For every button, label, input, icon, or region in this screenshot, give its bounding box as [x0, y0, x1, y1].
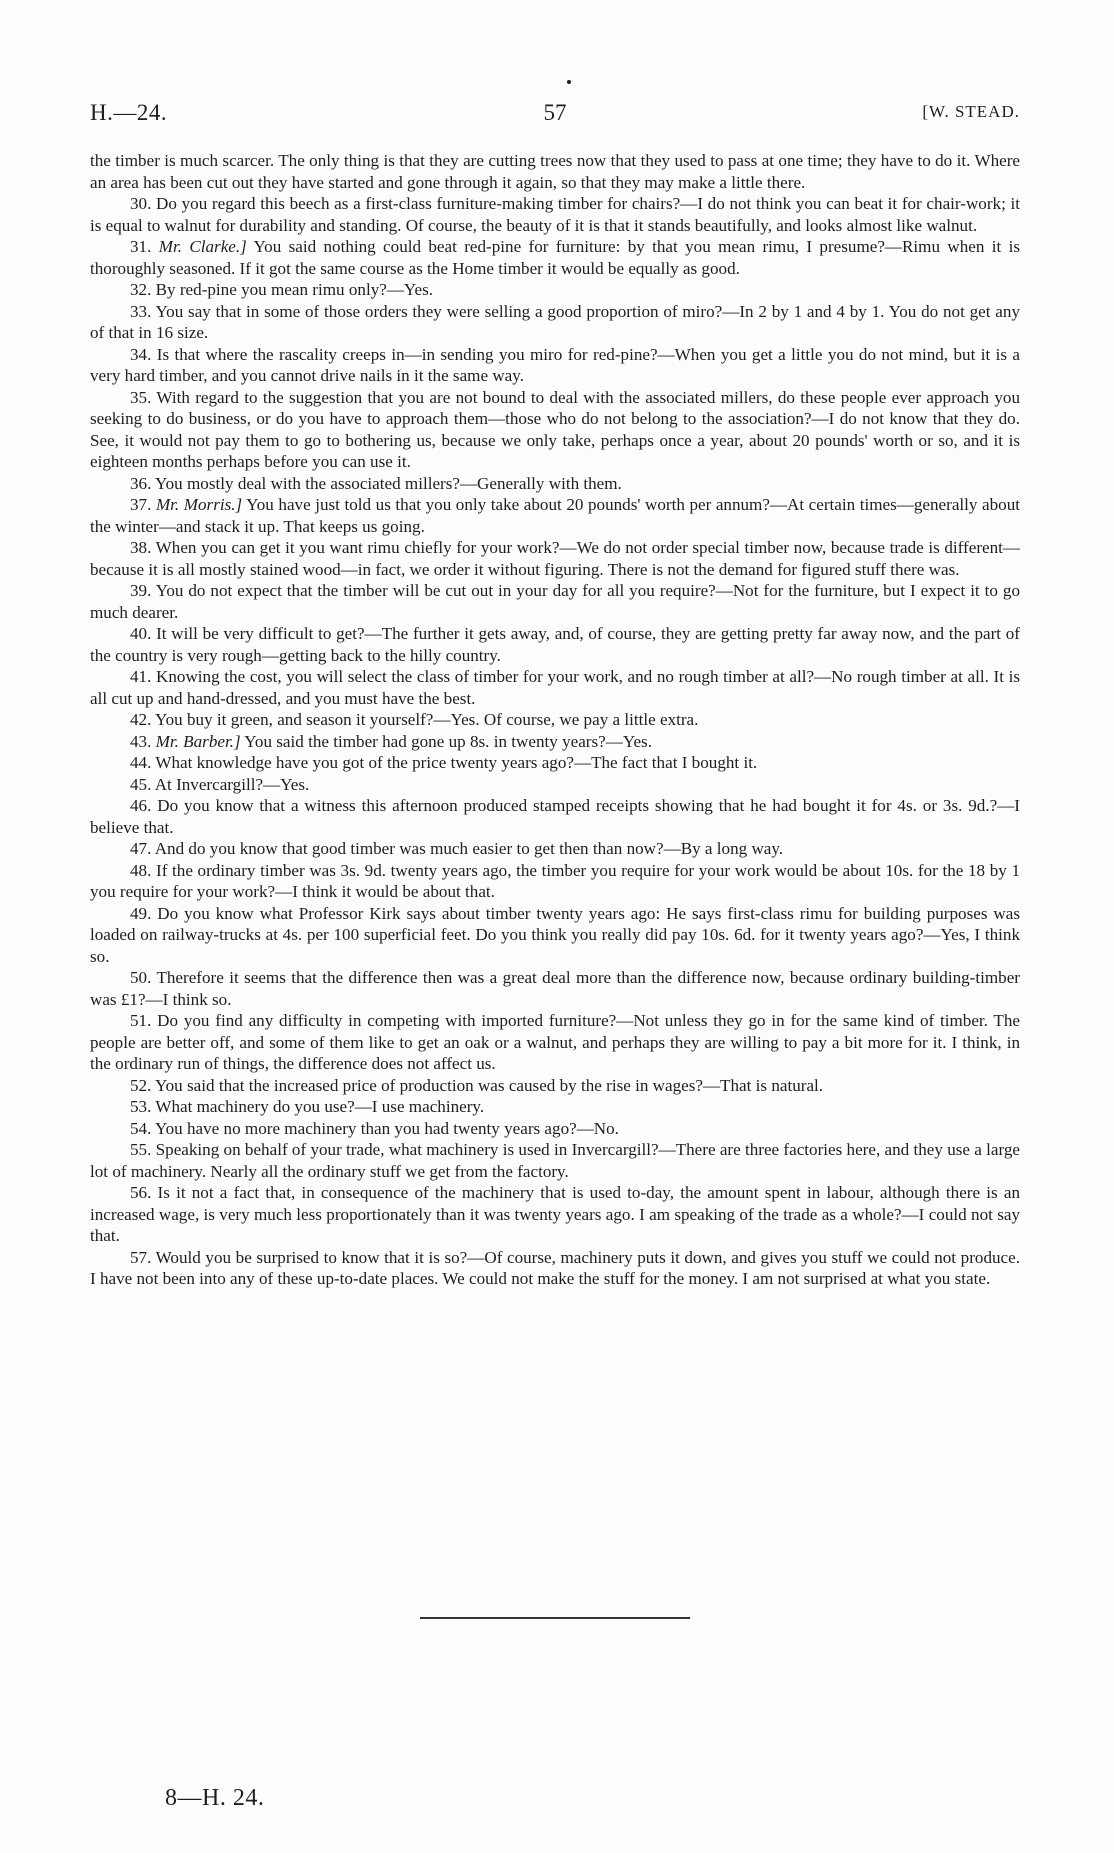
question-35: 35. With regard to the suggestion that you are not bound to deal with the associated millers, do these people ever approach you seeking to do business, or do you have to approach them—those who do not belong to the association?—I do not know that they do. See, it would not pay them to go to bothering us, because we only take, perhaps once a year, about 20 pounds' worth or so, and it is eighteen months perhaps before you can use it.	[90, 387, 1020, 471]
section-divider	[420, 1617, 690, 1619]
question-47: 47. And do you know that good timber was much easier to get then than now?—By a long way.	[130, 839, 784, 858]
question-54: 54. You have no more machinery than you had twenty years ago?—No.	[130, 1118, 619, 1138]
question-52: 52. You said that the increased price of production was caused by the rise in wages?—That is natural.	[130, 1075, 824, 1095]
question-51: 51. Do you find any difficulty in competing with imported furniture?—Not unless they go in for the same kind of timber. The people are better off, and some of them like to get an oak or a walnut, and perhaps they are willing to pay a bit more for it. I think, in the ordinary run of things, the difference does not affect us.	[90, 1011, 1020, 1073]
document-reference: H.—24.	[90, 100, 168, 125]
question-53: 53. What machinery do you use?—I use machinery.	[130, 1097, 485, 1116]
witness-name: [W. STEAD.	[922, 102, 1020, 121]
question-32: 32. By red-pine you mean rimu only?—Yes.	[130, 280, 434, 299]
question-37: 37. Mr. Morris.] You have just told us that you only take about 20 pounds' worth per annum?—At certain times—generally about the winter—and stack it up. That keeps us going.	[90, 495, 1021, 536]
question-34: 34. Is that where the rascality creeps in—in sending you miro for red-pine?—When you get a little you do not mind, but it is a very hard timber, and you cannot drive nails in it the same way.	[90, 344, 1020, 385]
question-46: 46. Do you know that a witness this afternoon produced stamped receipts showing that he had bought it for 4s. or 3s. 9d.?—I believe that.	[90, 796, 1020, 837]
speaker-label: Mr. Clarke.]	[158, 237, 247, 256]
speaker-label: Mr. Morris.]	[155, 495, 243, 514]
question-48: 48. If the ordinary timber was 3s. 9d. twenty years ago, the timber you require for your work would be about 10s. for the 18 by 1 you require for your work?—I think it would be about that.	[90, 860, 1020, 901]
question-33: 33. You say that in some of those orders they were selling a good proportion of miro?—In 2 by 1 and 4 by 1. You do not get any of that in 16 size.	[90, 301, 1020, 342]
paragraph-continuation: the timber is much scarcer. The only thing is that they are cutting trees now that they used to pass at one time; they have to do it. Where an area has been cut out they have started and gone through it again, so that they may make a little there.	[90, 151, 1020, 192]
question-57: 57. Would you be surprised to know that it is so?—Of course, machinery puts it down, and gives you stuff we could not produce. I have not been into any of these up-to-date places. We could not make the stuff for the money. I am not surprised at what you state.	[90, 1247, 1020, 1288]
question-45: 45. At Invercargill?—Yes.	[130, 774, 310, 794]
question-41: 41. Knowing the cost, you will select the class of timber for your work, and no rough timber at all?—No rough timber at all. It is all cut up and hand-dressed, and you must have the best.	[90, 667, 1020, 708]
question-43: 43. Mr. Barber.] You said the timber had gone up 8s. in twenty years?—Yes.	[130, 731, 652, 751]
question-36: 36. You mostly deal with the associated millers?—Generally with them.	[130, 473, 622, 493]
speaker-label: Mr. Barber.]	[155, 731, 241, 751]
question-50: 50. Therefore it seems that the difference then was a great deal more than the difference now, because ordinary building-timber was £1?—I think so.	[90, 968, 1020, 1009]
question-40: 40. It will be very difficult to get?—The further it gets away, and, of course, they are getting pretty far away now, and the part of the country is very rough—getting back to the hilly country.	[90, 624, 1020, 665]
question-56: 56. Is it not a fact that, in consequence of the machinery that is used to-day, the amount spent in labour, although there is an increased wage, is very much less proportionately than it was twenty years ago. I am speaking of the trade as a whole?—I could not say that.	[90, 1183, 1020, 1245]
question-42: 42. You buy it green, and season it yourself?—Yes. Of course, we pay a little extra.	[130, 710, 699, 729]
question-30: 30. Do you regard this beech as a first-class furniture-making timber for chairs?—I do not think you can beat it for chair-work; it is equal to walnut for durability and standing. Of course, the beauty of it is that it stands beautifully, and looks almost like walnut.	[90, 194, 1020, 235]
question-38: 38. When you can get it you want rimu chiefly for your work?—We do not order special timber now, because trade is different—because it is all mostly stained wood—in fact, we order it without figuring. There is not the demand for figured stuff there was.	[90, 538, 1020, 579]
question-49: 49. Do you know what Professor Kirk says about timber twenty years ago: He says first-class rimu for building purposes was loaded on railway-trucks at 4s. per 100 superficial feet. Do you think you really did pay 10s. 6d. for it twenty years ago?—Yes, I think so.	[90, 903, 1020, 966]
question-31: 31. Mr. Clarke.] You said nothing could beat red-pine for furniture: by that you mean rimu, I presume?—Rimu when it is thoroughly seasoned. If it got the same course as the Home timber it would be equally as good.	[90, 237, 1020, 278]
question-55: 55. Speaking on behalf of your trade, what machinery is used in Invercargill?—There are three factories here, and they use a large lot of machinery. Nearly all the ordinary stuff we get from the factory.	[90, 1140, 1020, 1181]
question-39: 39. You do not expect that the timber will be cut out in your day for all you require?—Not for the furniture, but I expect it to go much dearer.	[90, 581, 1020, 622]
testimony-body	[90, 150, 1020, 1290]
question-44: 44. What knowledge have you got of the price twenty years ago?—The fact that I bought it.	[130, 753, 758, 772]
page-number: 57	[543, 100, 567, 125]
page-header	[90, 100, 1020, 136]
decorative-dot	[567, 80, 571, 84]
signature-mark: 8—H. 24.	[165, 1785, 265, 1811]
